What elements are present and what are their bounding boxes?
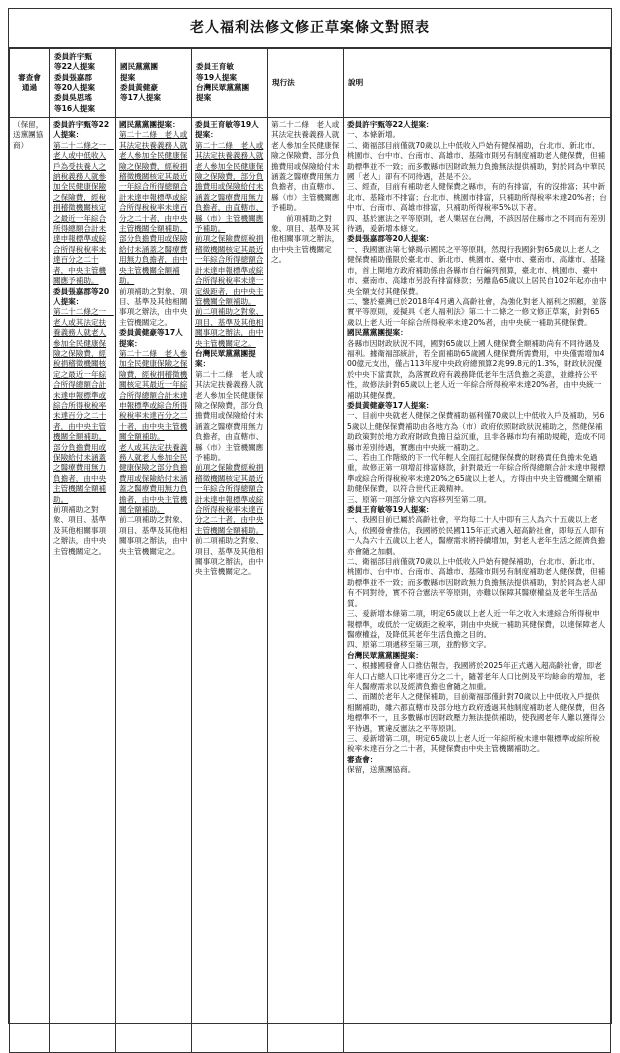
paragraph: 部分負擔費用或保險給付未涵蓋之醫療費用無力負擔者，由中央主管機關全額補助。 — [119, 234, 188, 286]
proposer-heading: 委員王育敏等19人提案： — [347, 505, 434, 515]
cell-current-law — [268, 118, 344, 1053]
header-line: 提案 — [196, 93, 212, 103]
proposal-hsu-text — [53, 120, 112, 1046]
paragraph: 三、爰新增第二項，明定65歲以上老人近一年綜所稅未達申報標準或綜所稅稅率未達百分之二十者，其健保費由中央主管機關補助之。 — [347, 733, 600, 754]
comparison-table — [9, 48, 611, 1053]
cell-proposal-hsu — [50, 118, 116, 1053]
proposer-heading: 台灣民眾黨黨團提案： — [347, 650, 423, 660]
paragraph: 三、爰新增本條第二項，明定65歲以上老人近一年之收入未達綜合所得稅申報標準，或低於一定級距之稅率，則由中央統一補助其健保費，以達保障老人醫療權益，及降低其老年生活負擔之目的。 — [347, 609, 606, 639]
cell-explanation — [344, 118, 611, 1053]
header-line: 審查會 — [18, 72, 41, 82]
header-explanation: 說明 — [344, 49, 611, 118]
header-line: 台灣民眾黨黨團 — [196, 83, 250, 92]
paragraph: 三、經查，目前有補助老人健保費之縣市，有的有排富，有的沒排富；其中新北市、基隆市不排富；台北市、桃園市排富，只補助所得稅率未達20%者；台中市、台南市、高雄市排富，只補助所得稅率5%以下者。 — [347, 182, 607, 213]
paragraph: 前二項補助之對象、項目、基準及其他相關事項之辦法，由中央主管機關定之。 — [195, 536, 264, 577]
proposal-wang-text — [195, 120, 264, 1046]
header-line: 委員王育敏 — [196, 62, 234, 72]
header-line: 等20人提案 — [54, 83, 95, 92]
header-line: 委員黃健豪 — [120, 83, 158, 92]
header-line: 等22人提案 — [54, 62, 95, 72]
proposer-heading: 國民黨黨團提案： — [119, 120, 180, 129]
header-line: 等17人提案 — [120, 93, 161, 103]
proposer-heading: 委員黃健豪等17人提案： — [119, 328, 183, 348]
header-proposal-wang — [192, 49, 268, 118]
paragraph: 各縣市因財政狀況不同，國對65歲以上國人健保費全額補助尚有不同待遇及福利。據衛福部統計，若全面補助65歲國人健保費所需費用，中央僅需增加400億元支出，僅占113年度中央政府總預算2兆99.8元的1.3%，財政狀況優於中央下當責款，為落實政府有義務降低老年生活負擔之美意，並維持公平性，故修法針對65歲以上老人近一年綜合所得稅率未達20%者，由中央統一補助其健保費。 — [347, 338, 605, 400]
proposer-heading: 委員許宇甄等22人提案： — [347, 120, 434, 129]
header-line: 國民黨黨團 — [120, 62, 158, 72]
paragraph: 二、衛福部目前僅就70歲以上中低收入戶始有健保補助，台北市、新北市、桃園市、台中市、台南市、高雄市、基隆市則另有制度補助老人健保費，但補助標準並不一致；而多數縣市因財政無力負擔無法提供補助，對於同為中華民國「老人」卻有不同待遇，甚是不公。 — [347, 140, 606, 182]
paragraph: 三、原第一項部分條文內容移列至第二項。 — [347, 494, 492, 504]
proposer-heading: 委員張嘉郡等20人提案： — [347, 234, 434, 244]
header-current-law: 現行法 — [268, 49, 344, 118]
paragraph: 二、鑒於臺灣已於2018年4月邁入高齡社會，為強化對老人福利之照顧，並落實平等原則，爰擬具《老人福利法》第二十二條之一修文修正草案，針對65歲以上老人近一年綜合所得稅率未達20%者，由中央統一補助其健保費。 — [347, 296, 607, 327]
paragraph: 第二十二條 老人或其法定扶養義務人就老人參加全民健康保險之保險費，經稅捐稽徵機關核定其最近一年綜合所得總額合計未達申報標準或綜合所得稅稅率未達百分之二十者，由中央主管機關全額補助。 — [119, 130, 188, 234]
review-result-text: （保留，送黨團協商） — [13, 120, 44, 150]
cell-review-result — [10, 118, 50, 1053]
paragraph: 保留，送黨團協商。 — [347, 765, 416, 775]
paragraph: 二、而關於老年人之健保補助，目前衛福部僅針對70歲以上中低收入戶提供相關補助，雖六都直轄市及部分地方政府透過其他制度補助老人健保費，但各地標準不一，且多數縣市因財政壓力無法提供補助，使我國老年人難以獲得公平待遇，實違反憲法之平等原則。 — [347, 692, 606, 733]
header-proposal-kmt — [116, 49, 192, 118]
paragraph: 前二項補助之對象、項目、基準及其他相關事項之辦法，由中央主管機關定之。 — [195, 307, 264, 348]
header-line: 委員張嘉郡 — [54, 72, 92, 82]
cell-proposal-kmt — [116, 118, 192, 1053]
paragraph: 第二十二條之一 老人或中低收入戶為受扶養人之納稅義務人就參加全民健康保險之保險費，經稅捐稽徵機關核定之最近一年綜合所得總額合計未達申報標準或綜合所得稅稅率未達百分之二十者，中央主管機關應予補助。 — [53, 140, 114, 286]
current-law-text: 第二十二條 老人或其法定扶養義務人就老人參加全民健康保險之保險費、部分負擔費用或保險給付未涵蓋之醫療費用無力負擔者，由直轄市、縣（市）主管機關應予補助。 前項補助之對象、項目、基準及其他相關事項之辦法，由中央主管機關定之。 — [271, 120, 340, 265]
paragraph: 第二十二條之一 老人或其法定扶養義務人就老人參加全民健康保險之保險費，經稅捐稽徵機關核定之最近一年綜合所得總額合計未達申報標準或綜合所得稅稅率未達百分之二十者，由中央主管機關全額補助。 — [53, 307, 114, 442]
proposer-heading: 委員張嘉郡等20人提案： — [53, 286, 110, 306]
header-line: 等19人提案 — [196, 72, 237, 82]
paragraph: 部分負擔費用或保險給付未涵蓋之醫療費用無力負擔者，由中央主管機關全額補助。 — [53, 442, 107, 504]
paragraph: 前項補助之對象、項目、基準及其他相關事項之辦法，由中央主管機關定之。 — [53, 505, 107, 556]
paragraph: 二、若由工作階級的下一代年輕人全面扛起健保保費的財務責任負擔未免過重，故修正第一項增訂排富條款，針對最近一年綜合所得總額合計未達申報標準或綜合所得稅稅率未達20%之65歲以上老人，方得由中央主管機關全額補助健保保費，以符合世代正義精神。 — [347, 453, 606, 494]
paragraph: 前項之保險費經稅捐稽徵機關核定其最近一年綜合所得總額合計未達申報標準或綜合所得稅稅率未達百分之二十者，由中央主管機關全額補助。 — [195, 463, 264, 535]
paragraph: 第二十二條 老人參加全民健康保險之保險費，經稅捐稽徵機關核定其最近一年綜合所得總額合計未達申報標準或綜合所得稅稅率未達百分之二十者，由中央主管機關全額補助。 — [119, 348, 188, 442]
paragraph: 前項補助之對象、項目、基準及其他相關事項之辦法，由中央主管機關定之。 — [119, 286, 188, 327]
comparison-document — [8, 8, 612, 1024]
paragraph: 一、我國憲法第七條揭示國民之平等原則，然現行我國針對65歲以上老人之健保費補助僅限於臺北市、新北市、桃園市、臺中市、臺南市、高雄市、基隆市，首上開地方政府補助係由各縣市自行編列預算，臺北市、桃園市、臺中市、臺南市、高雄市另設有排富條款；另離島65歲以上居民自102年起亦由中央全額支付其健保費。 — [347, 244, 607, 296]
header-row — [10, 49, 611, 118]
header-review-committee — [10, 49, 50, 118]
paragraph: 第二十二條 老人或其法定扶養義務人就老人參加全民健康保險之保險費，部分負擔費用或保險給付未涵蓋之醫療費用無力負擔者，由直轄市、縣（市）主管機關應予補助。 — [195, 369, 264, 462]
paragraph: 第二十二條 老人或其法定扶養義務人就老人參加全民健康保險之保險費，部分負擔費用或保險給付未涵蓋之醫療費用無力負擔者，由直轄市、縣（市）主管機關應予補助。 — [195, 140, 264, 234]
paragraph: 前二項補助之對象、項目、基準及其他相關事項之辦法，由中央主管機關定之。 — [119, 515, 188, 556]
proposer-heading: 委員許宇甄等22人提案： — [53, 120, 110, 140]
header-line: 委員吳思瑤 — [54, 93, 92, 103]
explanation-text — [347, 120, 607, 1046]
body-row — [10, 118, 611, 1053]
paragraph: 一、本條新增。 — [347, 130, 401, 140]
paragraph: 二、衛福部目前僅就70歲以上中低收入戶始有健保補助，台北市、新北市、桃園市、台中市、台南市、高雄市、基隆市則另有制度補助老人健保費，但補助標準並不一致；而多數縣市因財政無力負擔無法提供補助，對於同為老人卻有不同對待，實不符合憲法平等原則，亦難以保障其醫療權益及老年生活品質。 — [347, 557, 606, 608]
header-line: 通過 — [21, 83, 38, 92]
paragraph: 一、根據國發會人口推估報告，我國將於2025年正式邁入超高齡社會，即老年人口占總人口比率達百分之二十，隨著老年人口比例及平均餘命的增加，老年人醫療需求以及經濟負擔也會隨之加重。 — [347, 661, 606, 691]
proposer-heading: 國民黨黨團提案： — [347, 328, 408, 338]
header-line: 委員許宇甄 — [54, 51, 92, 61]
cell-proposal-wang — [192, 118, 268, 1053]
page-title: 老人福利法修文修正草案條文對照表 — [9, 9, 611, 48]
proposal-kmt-text — [119, 120, 188, 1046]
proposer-heading: 委員黃健豪等17人提案： — [347, 400, 434, 410]
paragraph: 一、我國目前已屬於高齡社會，平均每二十人中即有三人為六十五歲以上老人，依國發會推估，我國將於民國115年正式邁入超高齡社會，即每五人即有一人為六十五歲以上老人，醫療需求將持續增加，對老人老年生活之經濟負擔亦會隨之加劇。 — [347, 515, 606, 556]
paragraph: 四、基於憲法之平等原則，老人樂居在台灣，不該因居住縣市之不同而有差別待遇，爰新增本條文。 — [347, 213, 606, 234]
paragraph: 老人或其法定扶養義務人就老人參加全民健康保險之部分負擔費用或保險給付未涵蓋之醫療費用無力負擔者，由中央主管機關全額補助。 — [119, 442, 188, 515]
proposer-heading: 審查會： — [347, 754, 378, 764]
header-line: 等16人提案 — [54, 103, 95, 113]
proposer-heading: 委員王育敏等19人提案： — [195, 120, 259, 140]
paragraph: 前項之保險費經稅捐稽徵機關核定其最近一年綜合所得總額合計未達申報標準或綜合所得稅稅率未達一定級距者，由中央主管機關全額補助。 — [195, 234, 264, 306]
header-proposal-hsu — [50, 49, 116, 118]
proposer-heading: 台灣民眾黨黨團提案： — [195, 348, 256, 369]
header-line: 提案 — [120, 72, 136, 82]
paragraph: 一、目前中央就老人健保之保費補助福利僅70歲以上中低收入戶及補助，另65歲以上健保保費補助由各地方為（市）政府依照財政狀況補助之，然健保補助政策對於地方政府財政負擔日益沉重，且非各縣市均有補助規範，造成不同縣市差別待遇，實應由中央統一補助之。 — [347, 411, 606, 452]
paragraph: 四、原第二項遞移至第三項，並酌修文字。 — [347, 640, 492, 650]
